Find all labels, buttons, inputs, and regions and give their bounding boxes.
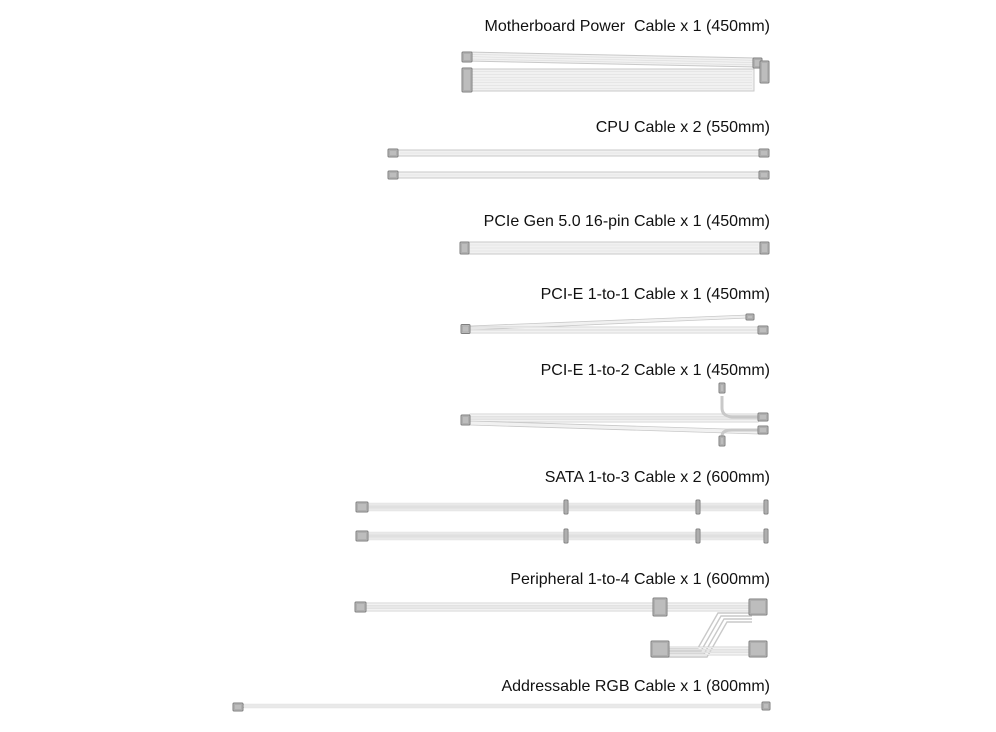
sata-connector-3 [764,529,768,543]
periph-molex-bottom-right [749,641,767,657]
periph-molex-inline [653,598,667,616]
sata-connector-2 [696,529,700,543]
sata-cables [356,500,768,543]
pcie12-branch-down [722,430,758,440]
label-motherboard-power-cable: Motherboard Power Cable x 1 (450mm) [484,18,770,35]
sata-connector-2 [696,500,700,514]
pcie-1-to-2-cable [461,383,768,446]
sata-connector-3 [764,500,768,514]
label-argb-cable: Addressable RGB Cable x 1 (800mm) [501,678,770,695]
pcie-gen5-cable [460,242,769,254]
peripheral-cable [355,598,767,657]
label-pcie-1-to-1-cable: PCI-E 1-to-1 Cable x 1 (450mm) [540,286,770,303]
label-pcie-1-to-2-cable: PCI-E 1-to-2 Cable x 1 (450mm) [540,362,770,379]
label-peripheral-1-to-4-cable: Peripheral 1-to-4 Cable x 1 (600mm) [510,571,770,588]
periph-molex-top-right [749,599,767,615]
motherboard-power-cable [462,52,769,92]
label-cpu-cable: CPU Cable x 2 (550mm) [595,119,770,136]
pcie-1-to-1-cable [461,314,768,334]
cpu-cables [388,149,769,179]
pcie12-main-lower [470,421,758,434]
periph-molex-bottom-left [651,641,669,657]
sata-connector-1 [564,529,568,543]
label-pcie-gen5-16pin-cable: PCIe Gen 5.0 16-pin Cable x 1 (450mm) [483,213,770,230]
sata-connector-1 [564,500,568,514]
argb-cable [233,702,770,711]
label-sata-1-to-3-cable: SATA 1-to-3 Cable x 2 (600mm) [544,469,770,486]
